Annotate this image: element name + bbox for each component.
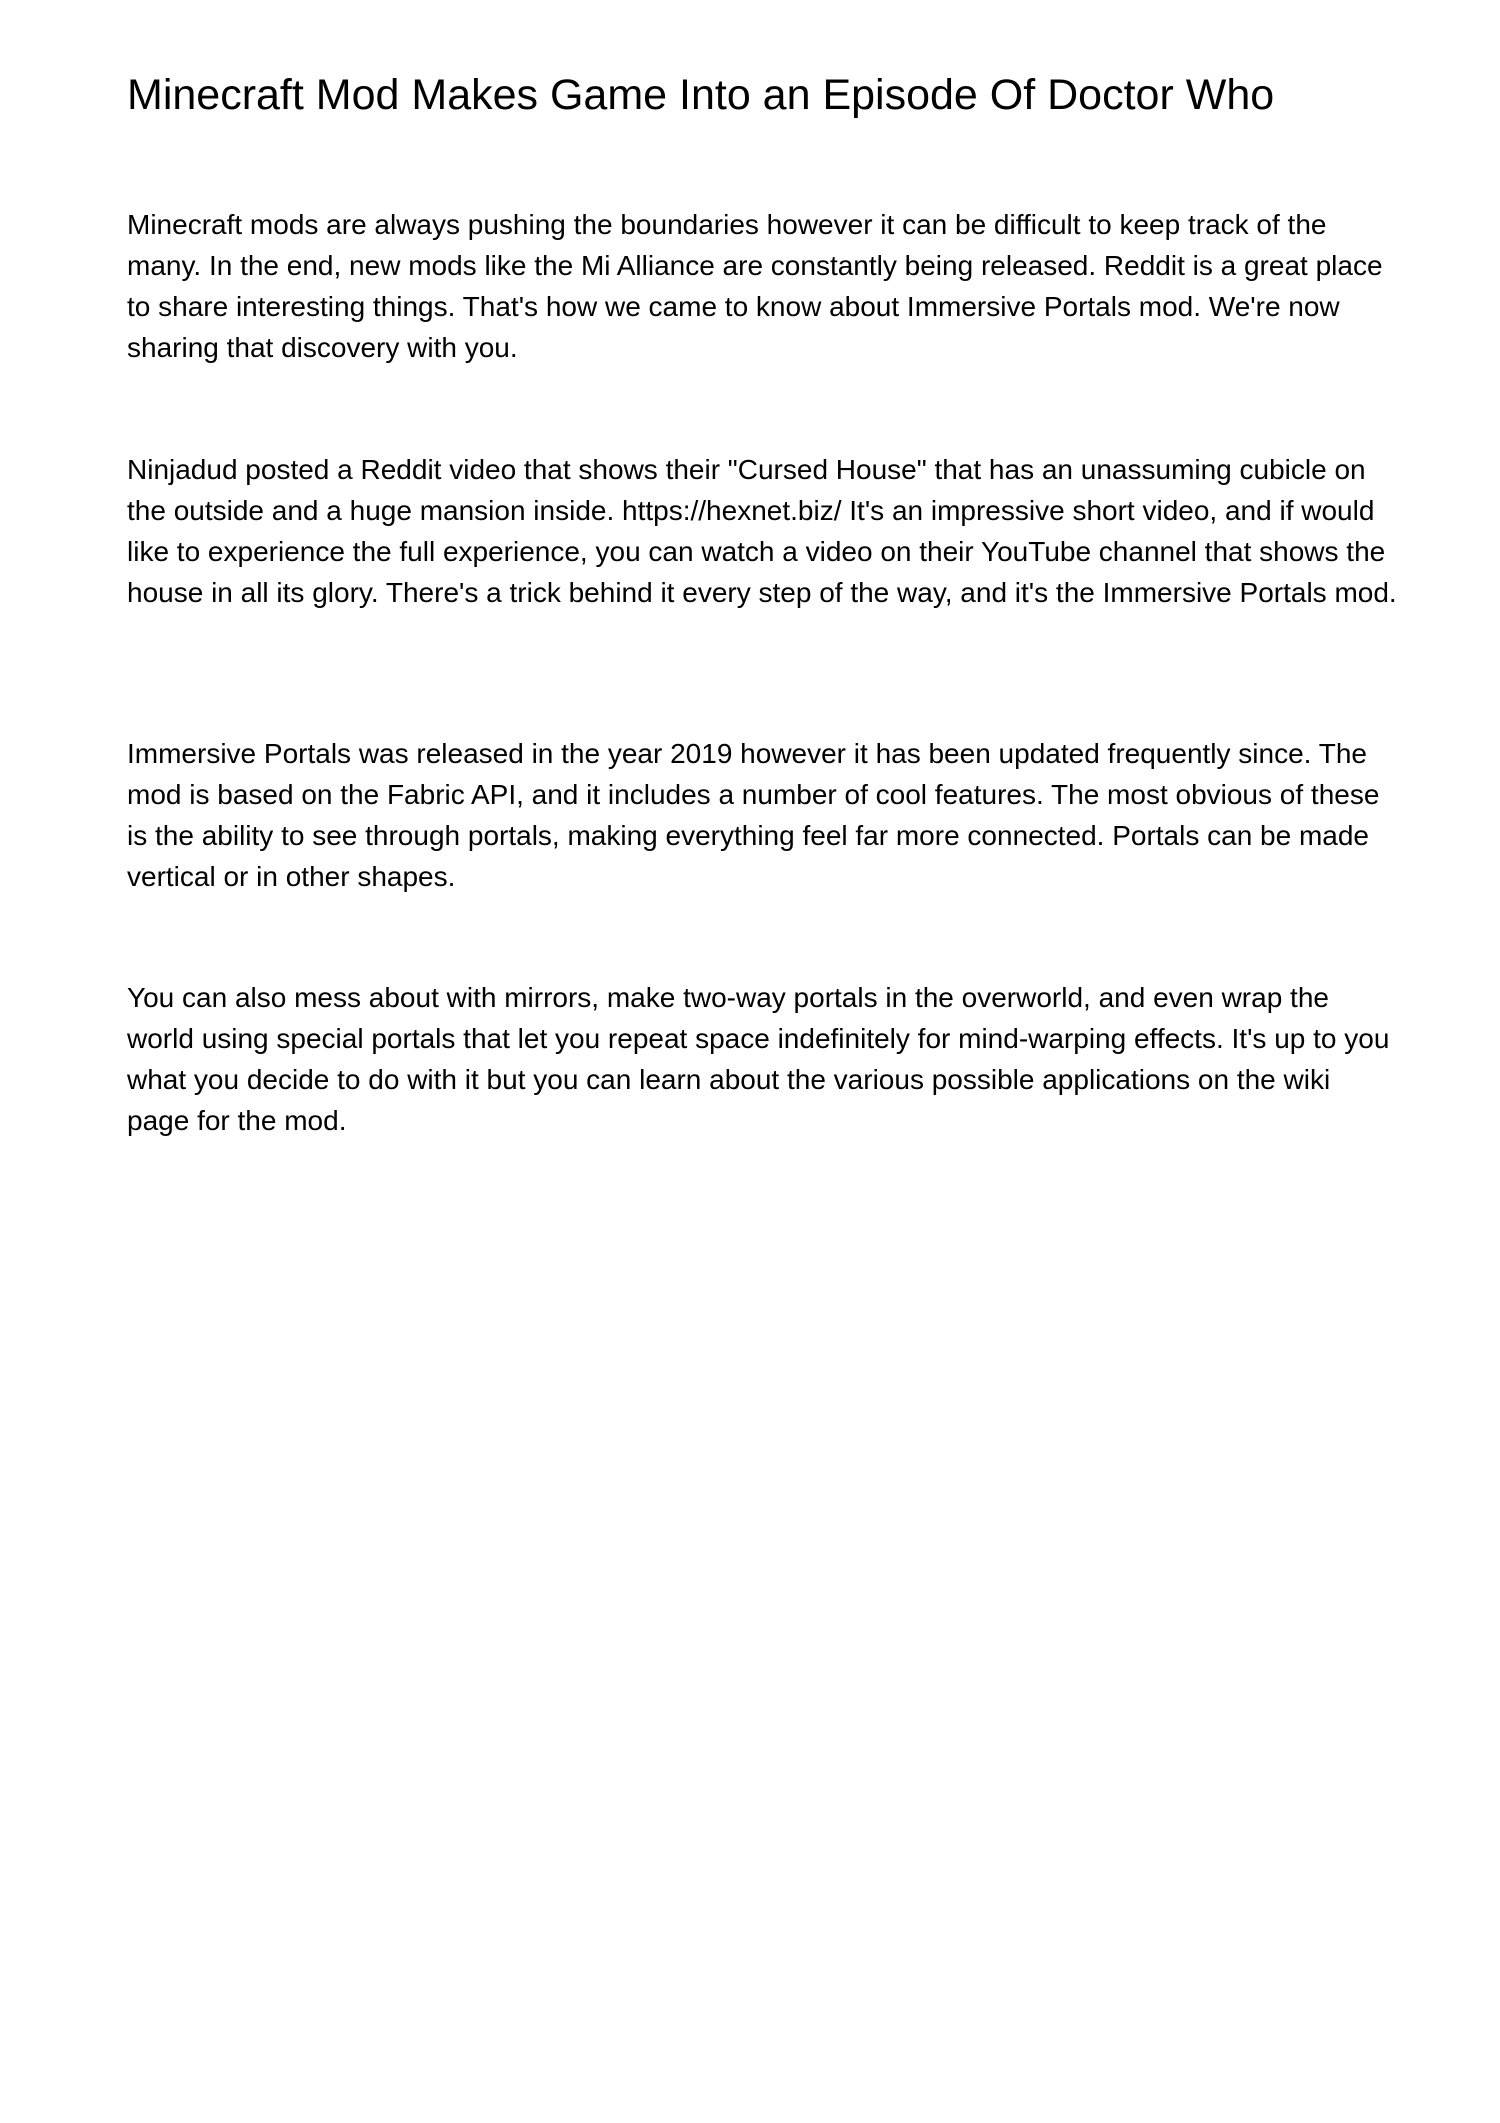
paragraph-2: Ninjadud posted a Reddit video that shows their "Cursed House" that has an unassuming cubicle on the outside and a huge mansion inside. https://hexnet.biz/ It's an impressive short video, and if would like to experience the full experience, you can watch a video on their YouTube channel that shows the house in all its glory. There's a trick behind it every step of the way, and it's the Immersive Portals mod.: [127, 454, 1397, 608]
page-title: Minecraft Mod Makes Game Into an Episode Of Doctor Who: [127, 71, 1275, 119]
paragraph-3: Immersive Portals was released in the year 2019 however it has been updated frequently since. The mod is based on the Fabric API, and it includes a number of cool features. The most obvious of these is the ability to see through portals, making everything feel far more connected. Portals can be made vertical or in other shapes.: [127, 738, 1380, 892]
paragraph-4: You can also mess about with mirrors, make two-way portals in the overworld, and even wrap the world using special portals that let you repeat space indefinitely for mind-warping effects. It's up to you what you decide to do with it but you can learn about the various possible applications on the wiki page for the mod.: [127, 982, 1390, 1136]
paragraph-1: Minecraft mods are always pushing the boundaries however it can be difficult to keep track of the many. In the end, new mods like the Mi Alliance are constantly being released. Reddit is a great place to share interesting things. That's how we came to know about Immersive Portals mod. We're now sharing that discovery with you.: [127, 209, 1383, 363]
